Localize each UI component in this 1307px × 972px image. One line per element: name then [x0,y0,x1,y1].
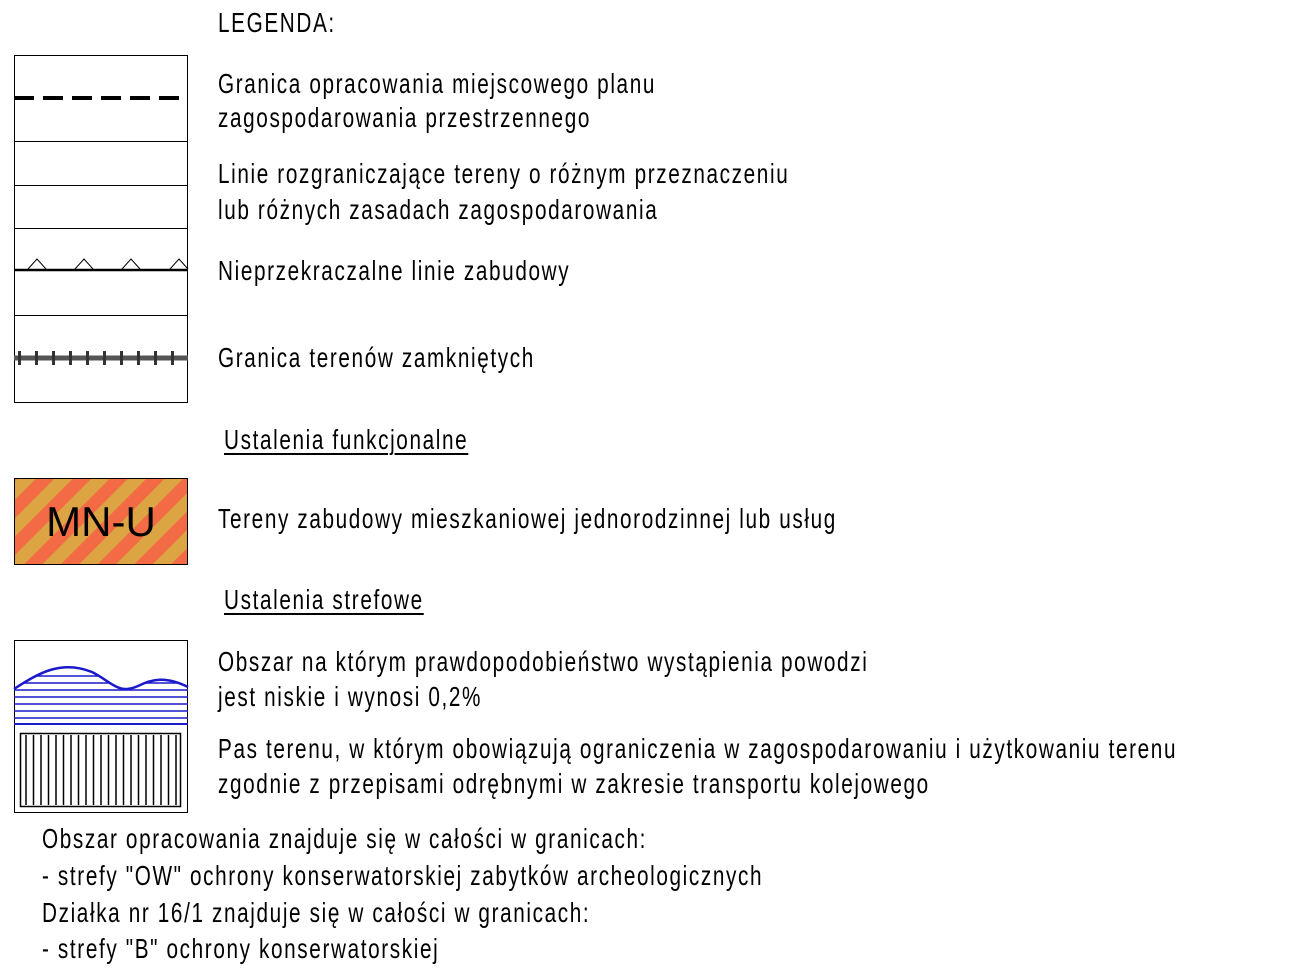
rail-strip-symbol [21,734,181,807]
legend-item-demarcation-line2: lub różnych zasadach zagospodarowania [218,194,659,225]
functional-heading: Ustalenia funkcjonalne [224,424,469,455]
note-line-1: Obszar opracowania znajduje się w całości w granicach: [42,823,648,854]
legend-title: LEGENDA: [218,7,336,38]
note-line-3: Działka nr 16/1 znajduje się w całości w granicach: [42,897,591,928]
flood-description-line2: jest niskie i wynosi 0,2% [218,681,483,712]
note-line-2: - strefy "OW" ochrony konserwatorskiej zabytków archeologicznych [42,860,764,891]
legend-item-demarcation-line1: Linie rozgraniczające tereny o różnym przeznaczeniu [218,158,790,189]
functional-description: Tereny zabudowy mieszkaniowej jednorodzinnej lub usług [218,503,837,534]
zones-heading: Ustalenia strefowe [224,584,424,615]
legend-symbol-box [14,56,188,403]
legend-item-plan-boundary-line1: Granica opracowania miejscowego planu [218,68,657,99]
legend-item-plan-boundary-line2: zagospodarowania przestrzennego [218,102,591,133]
flood-area-symbol [14,667,188,724]
building-line-triangle-symbol [14,259,188,270]
mn-u-code: MN-U [46,497,156,545]
rail-description-line2: zgodnie z przepisami odrębnymi w zakresie transportu kolejowego [218,768,930,799]
flood-description-line1: Obszar na którym prawdopodobieństwo wystąpienia powodzi [218,646,869,677]
legend-item-building-line: Nieprzekraczalne linie zabudowy [218,255,571,286]
rail-description-line1: Pas terenu, w którym obowiązują ograniczenia w zagospodarowaniu i użytkowaniu terenu [218,733,1178,764]
legend-item-closed-area: Granica terenów zamkniętych [218,342,535,373]
note-line-4: - strefy "B" ochrony konserwatorskiej [42,933,440,964]
